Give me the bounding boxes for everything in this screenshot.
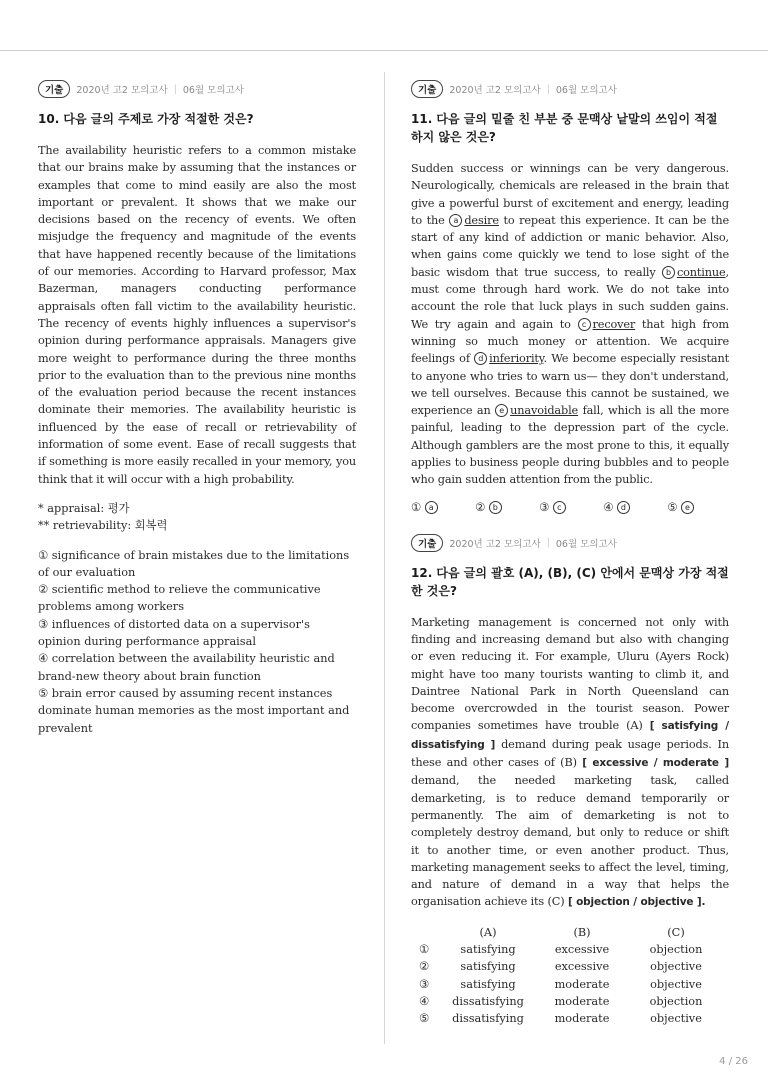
q11-text-5: . We become especially resistant to anyone who tries to warn us— they don't understand, we tell ourselves. Because this cannot be sustained, we experience an	[411, 352, 729, 418]
question-10	[38, 80, 356, 737]
underlined-word-a: desire	[464, 213, 499, 227]
cell-b: moderate	[554, 1012, 610, 1026]
q12-source-month: 06월 모의고사	[555, 538, 617, 550]
cell-a: satisfying	[460, 960, 516, 974]
q11-passage	[411, 160, 729, 489]
q10-source-line	[38, 80, 356, 98]
header-b: (B)	[573, 925, 591, 939]
q10-option-1[interactable]: ① significance of brain mistakes due to the limitations of our evaluation	[38, 548, 350, 579]
q11-tag: 기출	[411, 80, 443, 98]
q12-text-1: Marketing management is concerned not only with finding and increasing demand but also with changing or even reducing it. For example, Uluru (Ayers Rock) might have too many tourists wanting to climb it, and Daintree National Park in North Queensland can become overcrowded in the tourist season. Power companies sometimes have trouble (A)	[411, 615, 729, 733]
q11-text-1: Sudden success or winnings can be very dangerous. Neurologically, chemicals are released in the brain that give a powerful burst of excitement and energy, leading to the	[411, 162, 729, 227]
row-number: ③	[419, 977, 430, 991]
circled-mark: c	[553, 501, 566, 514]
q11-text-2: to repeat this experience. It can be the start of any kind of addiction or manic behavior. Also, when gains come quickly we tend to lose sight of the basic wisdom that true success, to really	[411, 213, 729, 279]
q12-text-2: demand during peak usage periods. In these and other cases of (B)	[411, 737, 729, 770]
cell-b: excessive	[554, 960, 610, 974]
question-11	[411, 80, 729, 514]
q10-note-1: * appraisal: 평가	[38, 501, 130, 515]
q10-option-3[interactable]: ③ influences of distorted data on a supervisor's opinion during performance appraisal	[38, 617, 310, 649]
underlined-word-e: unavoidable	[510, 404, 579, 418]
cell-c: objection	[649, 995, 703, 1009]
circled-e-marker: e	[495, 404, 508, 417]
table-row[interactable]	[419, 941, 723, 958]
bracket-choice-a: [ satisfying / dissatisfying ]	[411, 720, 729, 751]
table-row[interactable]	[419, 1010, 723, 1027]
circled-c-marker: c	[578, 318, 591, 331]
choice-number: ④	[603, 500, 614, 514]
row-number: ⑤	[419, 1012, 430, 1026]
table-row[interactable]	[419, 976, 723, 993]
cell-a: satisfying	[460, 943, 516, 957]
circled-mark: a	[425, 501, 438, 514]
q11-choice-1[interactable]	[411, 501, 440, 514]
q11-choice-5[interactable]	[667, 501, 696, 514]
circled-b-marker: b	[662, 266, 675, 279]
cell-c: objective	[650, 960, 702, 974]
q11-separator: |	[546, 83, 550, 95]
underlined-word-c: recover	[592, 317, 636, 331]
q10-notes	[38, 500, 356, 535]
choice-number: ⑤	[667, 500, 678, 514]
q10-tag: 기출	[38, 80, 70, 98]
cell-c: objective	[650, 977, 702, 991]
cell-b: moderate	[554, 995, 610, 1009]
q11-text-3: , must come through hard work. We do not take into account the role that luck plays in such sudden gains. We try again and again to	[411, 265, 729, 331]
row-number: ②	[419, 960, 430, 974]
header-a: (A)	[479, 925, 497, 939]
q11-choice-4[interactable]	[603, 501, 632, 514]
q11-source-year: 2020년 고2 모의고사	[449, 85, 541, 96]
q11-text-6: fall, which is all the more painful, leading to the depression part of the cycle. Although gamblers are the most prone to this, it equally applies to business people during bubbles and to people who gain sudden attention from the public.	[411, 404, 729, 487]
bracket-choice-b: [ excessive / moderate ]	[582, 757, 729, 770]
circled-a-marker: a	[449, 214, 462, 227]
cell-b: moderate	[554, 977, 610, 991]
q12-title: 12. 다음 글의 괄호 (A), (B), (C) 안에서 문맥상 가장 적절한 것은?	[411, 565, 729, 598]
q11-title: 11. 다음 글의 밑줄 친 부분 중 문맥상 낱말의 쓰임이 적절하지 않은 것은?	[411, 112, 718, 144]
q12-source-line	[411, 534, 729, 552]
cell-a: dissatisfying	[452, 1012, 524, 1026]
q10-note-2: ** retrievability: 회복력	[38, 519, 168, 533]
q11-choice-2[interactable]	[475, 501, 504, 514]
column-divider	[384, 72, 385, 1044]
q12-answer-table	[419, 924, 723, 1028]
page-number: 4 / 26	[719, 1056, 748, 1067]
header-blank	[419, 924, 441, 941]
q11-source-line	[411, 80, 729, 98]
q12-passage	[411, 614, 729, 912]
q10-option-5[interactable]: ⑤ brain error caused by assuming recent instances dominate human memories as the most important and prevalent	[38, 686, 350, 735]
q10-source-year: 2020년 고2 모의고사	[76, 85, 168, 96]
header-c: (C)	[667, 925, 685, 939]
bracket-choice-c: [ objection / objective ].	[567, 896, 706, 909]
q10-option-4[interactable]: ④ correlation between the availability heuristic and brand-new theory about brain function	[38, 652, 335, 683]
q10-option-2[interactable]: ② scientific method to relieve the communicative problems among workers	[38, 583, 321, 614]
q10-passage: The availability heuristic refers to a common mistake that our brains make by assuming that the instances or examples that come to mind easily are also the most important or prevalent. It shows that we make our decisions based on the recency of events. We often misjudge the frequency and magnitude of the events that have happened recently because of the limitations of our memories. According to Harvard professor, Max Bazerman, managers conducting performance appraisals often fall victim to the availability heuristic. The recency of events highly influences a supervisor's opinion during performance appraisals. Managers give more weight to performance during the three months prior to the evaluation than to the previous nine months of the evaluation period because the recent instances dominate their memories. The availability heuristic is influenced by the ease of recall or retrievability of information of some event. Ease of recall suggests that if something is more easily recalled in your memory, you think that it will occur with a high probability.	[38, 144, 356, 486]
cell-c: objection	[649, 943, 703, 957]
q10-separator: |	[173, 83, 177, 95]
q12-source-year: 2020년 고2 모의고사	[449, 538, 541, 550]
underlined-word-d: inferiority	[489, 352, 544, 366]
choice-number: ③	[539, 500, 550, 514]
underlined-word-b: continue	[676, 265, 726, 279]
table-row[interactable]	[419, 958, 723, 975]
q12-text-3: demand, the needed marketing task, called demarketing, is to reduce demand temporarily or permanently. The aim of demarketing is not to completely destroy demand, but only to reduce or shift it to another time, or even another product. Thus, marketing management seeks to affect the level, timing, and nature of demand in a way that helps the organisation achieve its (C)	[411, 774, 729, 909]
q12-tag: 기출	[411, 534, 443, 552]
table-header-row	[419, 924, 723, 941]
header-rule	[0, 50, 768, 51]
q11-source-month: 06월 모의고사	[555, 85, 617, 96]
q10-title: 10. 다음 글의 주제로 가장 적절한 것은?	[38, 112, 254, 126]
choice-number: ②	[475, 500, 486, 514]
q11-choice-3[interactable]	[539, 501, 568, 514]
q11-text-4: that high from winning so much money or attention. We acquire feelings of	[411, 317, 729, 366]
row-number: ①	[419, 943, 430, 957]
right-column	[411, 80, 729, 1027]
q10-source-month: 06월 모의고사	[182, 85, 244, 96]
circled-mark: d	[617, 501, 630, 514]
q12-separator: |	[546, 537, 550, 549]
cell-a: satisfying	[460, 977, 516, 991]
q10-options	[38, 547, 356, 737]
table-row[interactable]	[419, 993, 723, 1010]
choice-number: ①	[411, 500, 422, 514]
circled-mark: e	[681, 501, 694, 514]
cell-b: excessive	[554, 943, 610, 957]
question-12	[411, 534, 729, 1028]
cell-a: dissatisfying	[452, 995, 524, 1009]
circled-mark: b	[489, 501, 502, 514]
circled-d-marker: d	[474, 352, 487, 365]
q11-choices	[411, 501, 696, 514]
row-number: ④	[419, 995, 430, 1009]
cell-c: objective	[650, 1012, 702, 1026]
